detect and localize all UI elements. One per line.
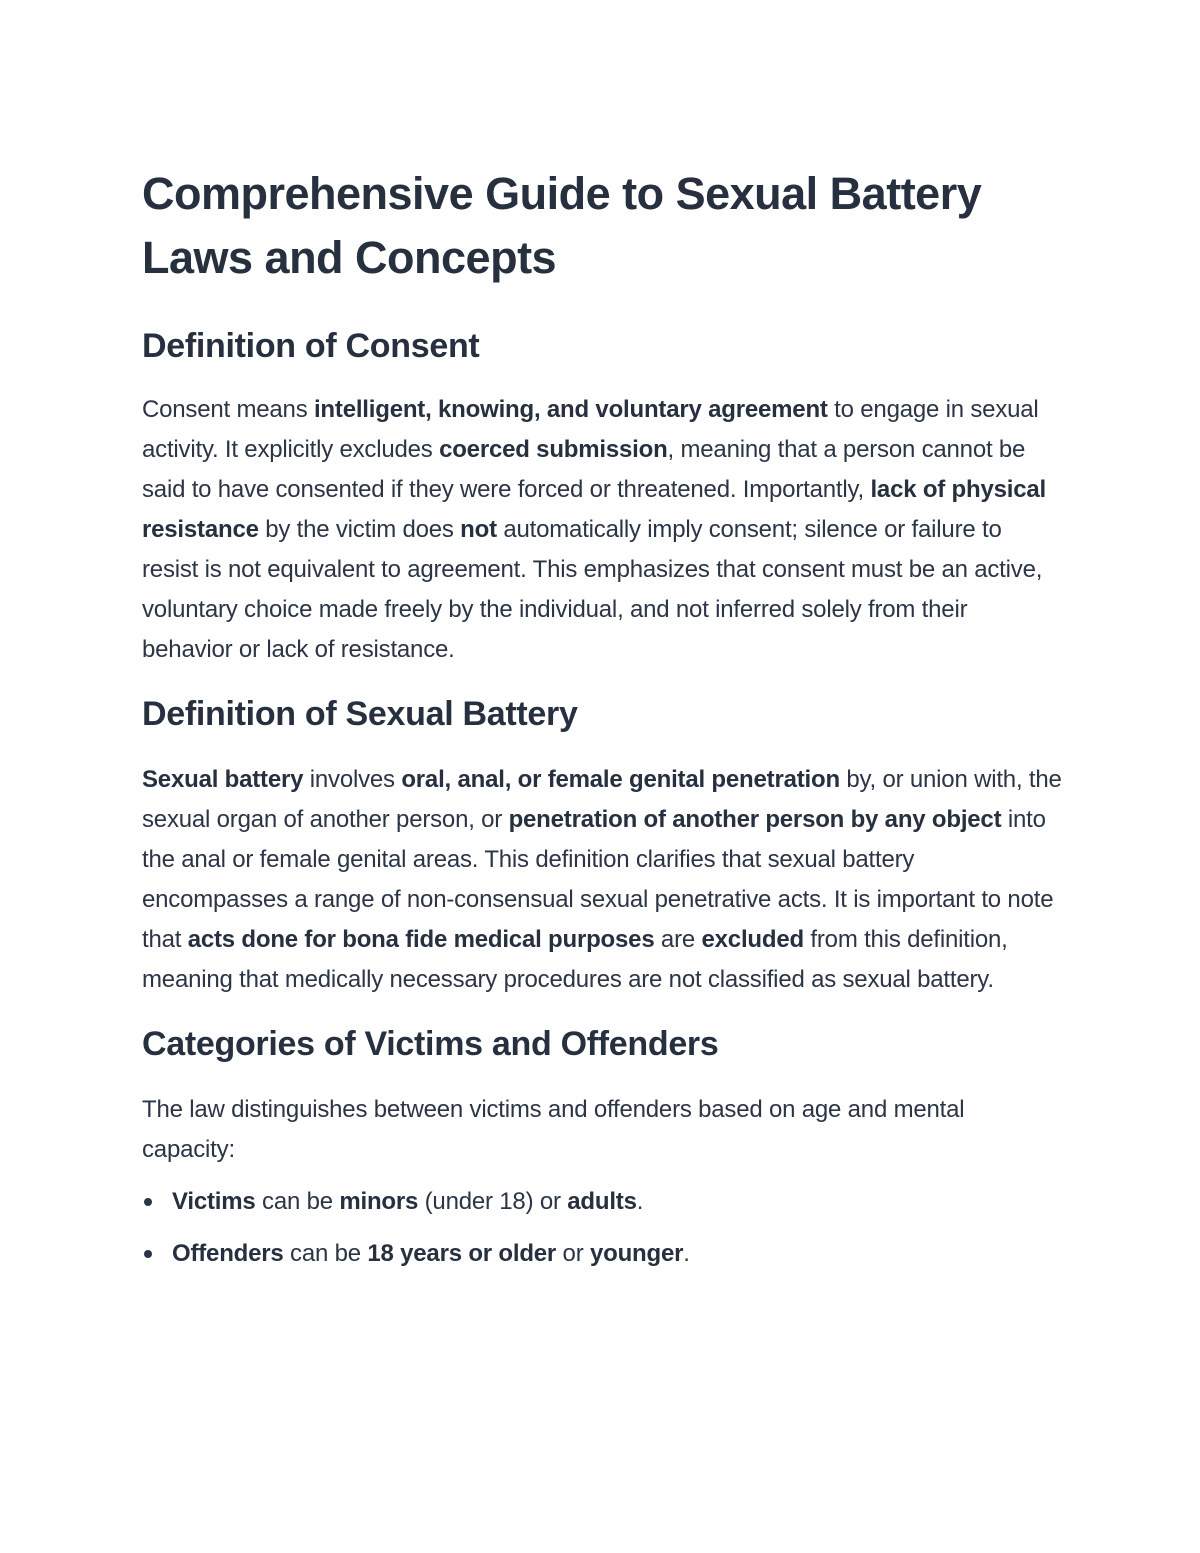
document-page [142, 162, 1062, 1286]
bold-text: Offenders [172, 1240, 284, 1267]
bold-text: coerced submission [439, 436, 668, 463]
bold-text: acts done for bona fide medical purposes [187, 926, 655, 953]
bold-text: Victims [172, 1188, 256, 1215]
document-title: Comprehensive Guide to Sexual Battery Laws and Concepts [142, 168, 982, 283]
text-run: into the anal or female genital areas. This definition clarifies that sexual battery encompasses a range of non-consensual sexual penetrative acts. It is important to note that [142, 806, 1054, 953]
text-run: can be [283, 1240, 368, 1267]
text-run: (under 18) or [418, 1188, 568, 1215]
text-run: Consent means [142, 396, 314, 423]
bold-text: excluded [701, 926, 804, 953]
list-item-offenders [142, 1234, 1062, 1274]
text-run: involves [303, 766, 402, 793]
bold-text: minors [339, 1188, 419, 1215]
text-run: . [683, 1240, 690, 1267]
section-heading-categories: Categories of Victims and Offenders [142, 1025, 719, 1063]
text-run: or [556, 1240, 590, 1267]
bold-text: not [460, 516, 497, 543]
bold-text: oral, anal, or female genital penetration [401, 766, 840, 793]
text-run: The law distinguishes between victims and offenders based on age and mental capacity: [142, 1096, 965, 1163]
section-heading-consent: Definition of Consent [142, 327, 480, 365]
text-run: from this definition, meaning that medically necessary procedures are not classified as sexual battery. [142, 926, 1008, 993]
bullet-icon [144, 1198, 152, 1206]
bold-text: lack of physical resistance [142, 476, 1046, 543]
text-run: automatically imply consent; silence or failure to resist is not equivalent to agreement. This emphasizes that consent must be an active, voluntary choice made freely by the individual, and not inferred solely from their behavior or lack of resistance. [142, 516, 1043, 663]
list-item-victims [142, 1182, 1062, 1222]
list-item-text [172, 1240, 690, 1267]
text-run: to engage in sexual activity. It explicitly excludes [142, 396, 1039, 463]
section-paragraph-categories [142, 1090, 1062, 1170]
bold-text: 18 years or older [367, 1240, 557, 1267]
list-item-text [172, 1188, 643, 1215]
bold-text: penetration of another person by any object [508, 806, 1002, 833]
text-run: by the victim does [258, 516, 461, 543]
text-run: are [654, 926, 702, 953]
bold-text: Sexual battery [142, 766, 304, 793]
bold-text: younger [589, 1240, 684, 1267]
section-paragraph-consent [142, 390, 1062, 670]
text-run: , meaning that a person cannot be said to have consented if they were forced or threatened. Importantly, [142, 436, 1026, 503]
bullet-icon [144, 1250, 152, 1258]
categories-bullet-list [142, 1182, 1062, 1274]
text-run: . [636, 1188, 644, 1215]
section-heading-sexual-battery: Definition of Sexual Battery [142, 695, 578, 733]
bold-text: intelligent, knowing, and voluntary agreement [313, 396, 828, 423]
bold-text: adults [567, 1188, 637, 1215]
text-run: can be [255, 1188, 340, 1215]
section-paragraph-sexual-battery [142, 760, 1062, 1000]
text-run: by, or union with, the sexual organ of another person, or [142, 766, 1062, 833]
